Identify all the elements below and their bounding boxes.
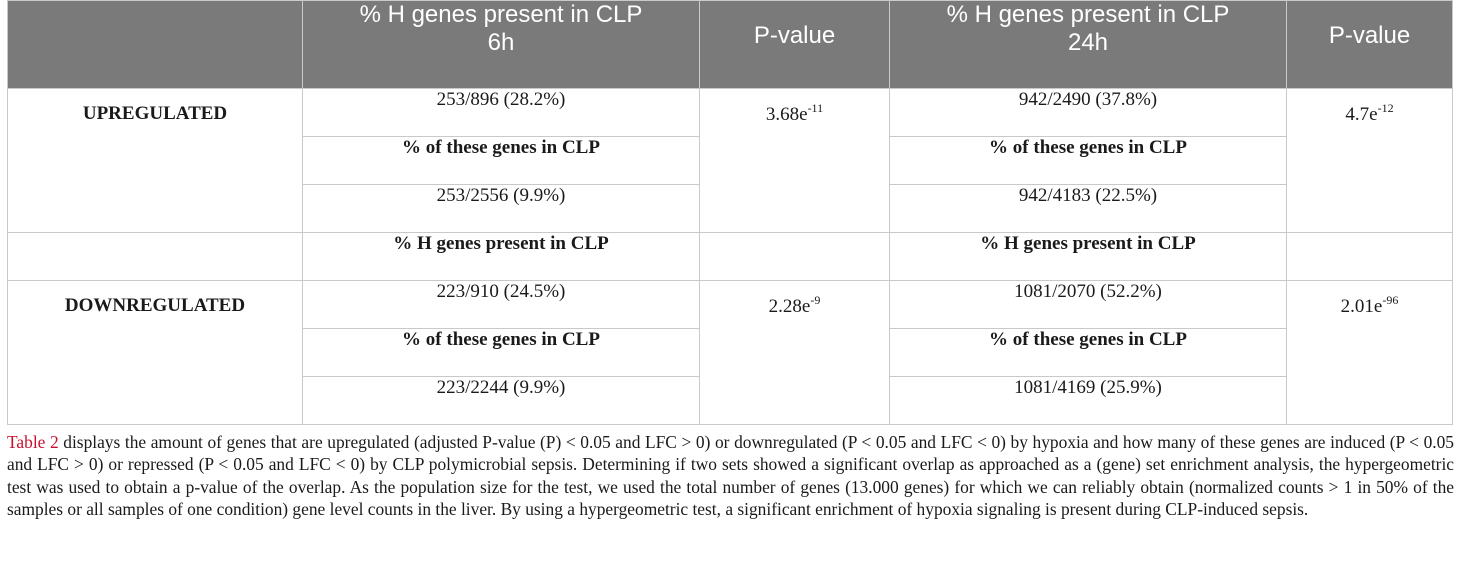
pvalue-exponent: -11 [807,101,824,115]
header-24h-line1: % H genes present in CLP [946,1,1230,28]
cell-up-24h-present: 942/2490 (37.8%) [890,89,1287,137]
cell-down-pvalue-24h [1287,281,1453,425]
header-6h-line1: % H genes present in CLP [359,1,643,28]
cell-up-pvalue-6h [700,89,890,233]
table-row [8,281,1453,329]
cell-up-6h-these: 253/2556 (9.9%) [303,185,700,233]
cell-down-pvalue-6h [700,281,890,425]
cell-up-6h-sublabel: % of these genes in CLP [303,137,700,185]
header-6h-line2: 6h [487,29,515,56]
header-24h [890,1,1287,89]
cell-mid-24h-label: % H genes present in CLP [890,233,1287,281]
cell-mid-6h-label: % H genes present in CLP [303,233,700,281]
cell-down-24h-present: 1081/2070 (52.2%) [890,281,1287,329]
cell-up-24h-these: 942/4183 (22.5%) [890,185,1287,233]
cell-up-24h-sublabel: % of these genes in CLP [890,137,1287,185]
cell-mid-empty [700,233,890,281]
pvalue-base: 2.01e [1340,296,1383,317]
header-6h [303,1,700,89]
cell-mid-empty [1287,233,1453,281]
cell-up-6h-present: 253/896 (28.2%) [303,89,700,137]
row-label-upregulated: UPREGULATED [8,89,303,233]
cell-down-6h-present: 223/910 (24.5%) [303,281,700,329]
table-reference-link[interactable]: Table 2 [7,432,59,452]
cell-up-pvalue-24h [1287,89,1453,233]
header-pvalue-24h: P-value [1287,1,1453,89]
pvalue-exponent: -9 [810,293,821,307]
pvalue-exponent: -96 [1382,293,1399,307]
pvalue-base: 4.7e [1345,104,1378,125]
pvalue-base: 3.68e [765,104,808,125]
header-24h-line2: 24h [1067,29,1109,56]
cell-down-6h-these: 223/2244 (9.9%) [303,377,700,425]
table-row [8,89,1453,137]
table-caption [7,431,1454,520]
caption-text: displays the amount of genes that are upregulated (adjusted P-value (P) < 0.05 and LFC > 0) or downregulated (P < 0.05 and LFC < 0) by hypoxia and how many of these genes are induced (P < 0.05 and LFC > 0) or repressed (P < 0.05 and LFC < 0) by CLP polymicrobial sepsis. Determining if two sets showed a significant overlap as approached as a (gene) set enrichment analysis, the hypergeometric test was used to obtain a p-value of the overlap. As the population size for the test, we used the total number of genes (13.000 genes) for which we can reliably obtain (normalized counts > 1 in 50% of the samples or all samples of one condition) gene level counts in the liver. By using a hypergeometric test, a significant enrichment of hypoxia signaling is present during CLP-induced sepsis. [7,432,1454,519]
results-table [7,0,1453,425]
cell-down-24h-these: 1081/4169 (25.9%) [890,377,1287,425]
pvalue-base: 2.28e [768,296,811,317]
header-empty [8,1,303,89]
header-pvalue-6h: P-value [700,1,890,89]
cell-mid-empty [8,233,303,281]
header-row [8,1,1453,89]
cell-down-24h-sublabel: % of these genes in CLP [890,329,1287,377]
cell-down-6h-sublabel: % of these genes in CLP [303,329,700,377]
table-row [8,233,1453,281]
pvalue-exponent: -12 [1377,101,1394,115]
row-label-downregulated: DOWNREGULATED [8,281,303,425]
